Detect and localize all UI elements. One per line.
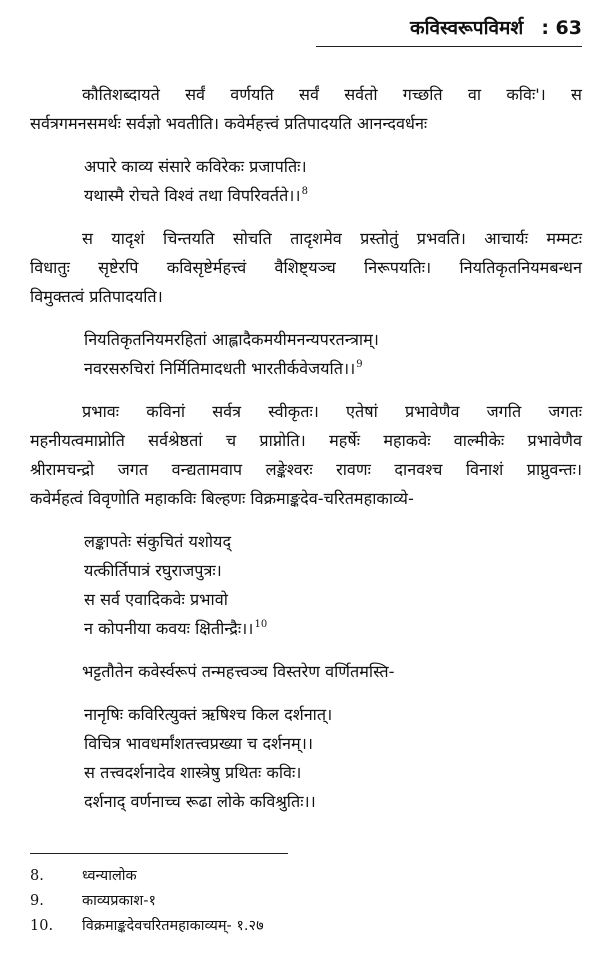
verse-bhattatauta — [84, 700, 582, 816]
text-line: प्रभावः कविनां सर्वत्र स्वीकृतः। एतेषां प्रभावेणैव जगति जगतः — [82, 402, 582, 421]
text-line: विमुक्तत्वं प्रतिपादयति। — [30, 287, 163, 306]
page-number: : 63 — [541, 17, 582, 39]
verse-line-with-note — [84, 181, 582, 210]
verse-line: नवरसरुचिरां निर्मितिमादधती भारतीर्कवेजयति।। — [84, 359, 356, 378]
paragraph-mammata — [30, 224, 582, 311]
verse-line: स सर्व एवादिकवेः प्रभावो — [84, 590, 228, 609]
page-body — [30, 80, 582, 830]
verse-line-with-note — [84, 614, 582, 643]
footnote-text: काव्यप्रकाश-१ — [82, 893, 157, 909]
text-line: विधातुः सृष्टेरपि कविसृष्टेर्महत्त्वं वैशिष्ट्यञ्च निरूपयतिः। नियतिकृतनियमबन्धन — [30, 258, 582, 277]
footnote-text: ध्वन्यालोक — [82, 868, 137, 884]
text-line: कौतिशब्दायते सर्वं वर्णयति सर्वं सर्वतो गच्छति वा कविः'। स — [82, 85, 582, 104]
paragraph-kavi-definition — [30, 80, 582, 138]
footnote-10 — [30, 914, 264, 939]
verse-line: अपारे काव्य संसारे कविरेकः प्रजापतिः। — [84, 157, 307, 176]
verse-line: दर्शनाद् वर्णनाच्च रूढा लोके कविश्रुतिः।। — [84, 792, 316, 811]
footnotes — [30, 864, 264, 939]
verse-line: विचित्र भावधर्मांशतत्त्वप्रख्या च दर्शनम्।। — [84, 734, 313, 753]
paragraph-bhattatauta — [30, 657, 582, 686]
verse-dhvanyaloka — [84, 152, 582, 210]
page-header — [410, 14, 582, 40]
verse-line: नानृषिः कविरित्युक्तं ऋषिश्च किल दर्शनात्। — [84, 705, 333, 724]
text-line: भट्टतौतेन कवेर्स्वरूपं तन्महत्त्वञ्च विस्तरेण वर्णितमस्ति- — [82, 662, 395, 681]
text-line: स यादृशं चिन्तयति सोचति तादृशमेव प्रस्तोतुं प्रभवति। आचार्यः मम्मटः — [82, 229, 582, 248]
footnote-number: 8. — [30, 868, 44, 884]
verse-line: यत्कीर्तिपात्रं रघुराजपुत्रः। — [84, 561, 222, 580]
verse-line: स तत्त्वदर्शनादेव शास्त्रेषु प्रथितः कविः। — [84, 763, 302, 782]
footnote-text: विक्रमाङ्कदेवचरितमहाकाव्यम्- १.२७ — [82, 918, 264, 934]
verse-line: न कोपनीया कवयः क्षितीन्द्रैः।। — [84, 619, 254, 638]
footnote-ref: 9 — [356, 359, 363, 370]
text-line: श्रीरामचन्द्रो जगत वन्द्यतामवाप लङ्केश्वरः रावणः दानवश्च विनाशं प्राप्नुवन्तः। — [30, 460, 582, 479]
verse-vikramankadeva — [84, 527, 582, 643]
verse-line: लङ्कापतेः संकुचितं यशोयद् — [84, 532, 232, 551]
footnote-number: 10. — [30, 918, 54, 934]
header-rule — [316, 46, 582, 47]
footnote-number: 9. — [30, 893, 44, 909]
footnote-ref: 8 — [301, 186, 308, 197]
footnote-8 — [30, 864, 264, 889]
footnote-ref: 10 — [254, 619, 268, 630]
verse-kavyaprakasha — [84, 325, 582, 383]
text-line: महनीयत्वमाप्नोति सर्वश्रेष्ठतां च प्राप्नोति। महर्षेः महाकवेः वाल्मीकेः प्रभावेणैव — [30, 431, 582, 450]
verse-line-with-note — [84, 354, 582, 383]
verse-line: नियतिकृतनियमरहितां आह्लादैकमयीमनन्यपरतन्त्राम्। — [84, 330, 379, 349]
running-title: कविस्वरूपविमर्श — [409, 17, 524, 39]
footnote-9 — [30, 889, 264, 914]
verse-line: यथास्मै रोचते विश्वं तथा विपरिवर्तते।। — [84, 186, 301, 205]
text-line: कवेर्महत्वं विवृणोति महाकविः बिल्हणः विक्रमाङ्कदेव-चरितमहाकाव्ये- — [30, 489, 414, 508]
text-line: सर्वत्रगमनसमर्थः सर्वज्ञो भवतीति। कवेर्महत्त्वं प्रतिपादयति आनन्दवर्धनः — [30, 114, 428, 133]
footnote-rule — [30, 853, 288, 854]
paragraph-prabhava — [30, 397, 582, 513]
